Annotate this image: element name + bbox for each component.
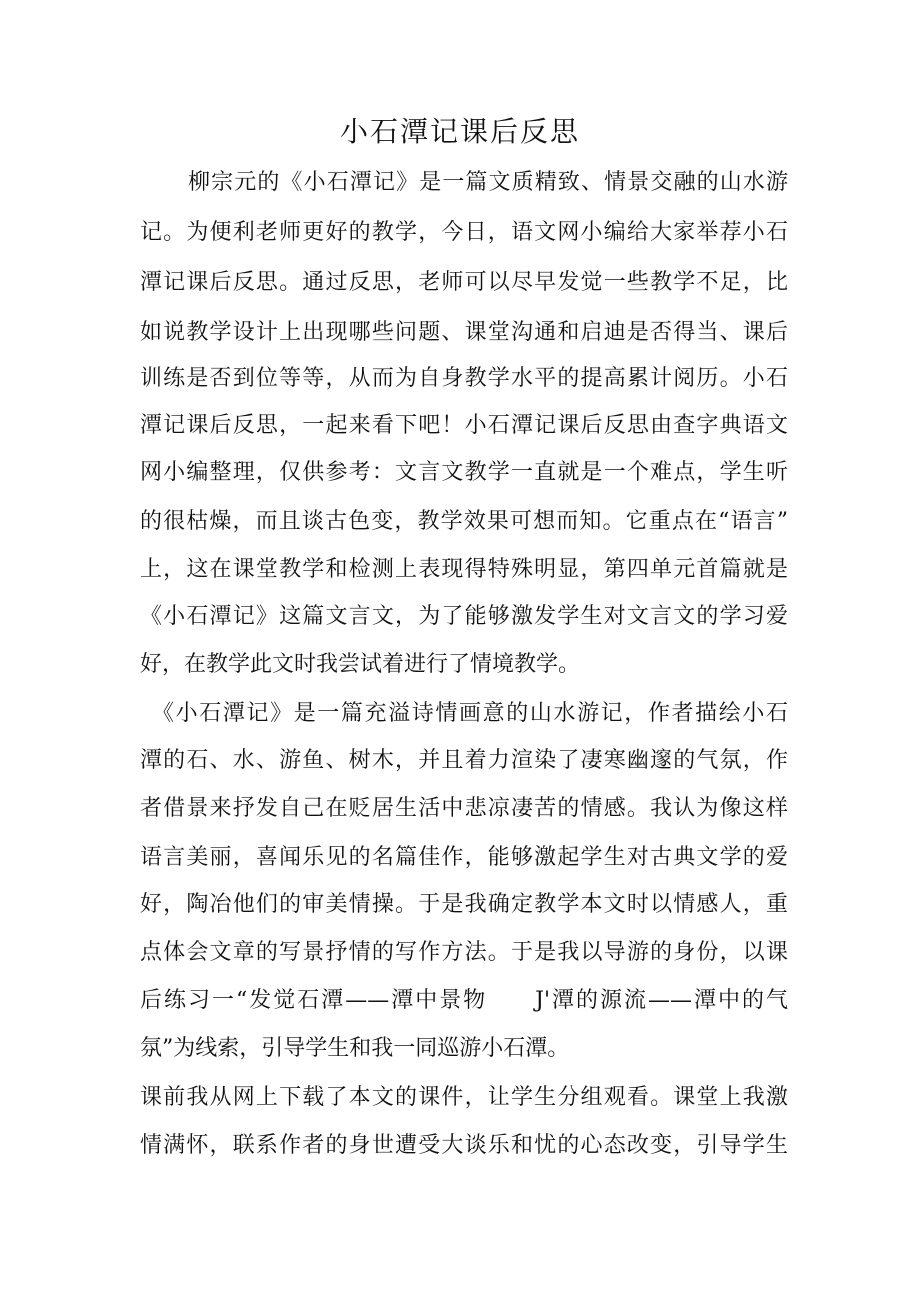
paragraph-line: 后练习一“发觉石潭——潭中景物 J'潭的源流——潭中的气 <box>140 988 788 1013</box>
paragraph-line: 上，这在课堂教学和检测上表现得特殊明显，第四单元首篇就是 <box>140 557 788 582</box>
paragraph-line: 的很枯燥，而且谈古色变，教学效果可想而知。它重点在“语言” <box>140 509 788 534</box>
paragraph-line: 情满怀，联系作者的身世遭受大谈乐和忧的心态改变，引导学生 <box>140 1133 788 1158</box>
paragraph-line: 氛”为线索，引导学生和我一同巡游小石潭。 <box>140 1036 570 1061</box>
paragraph-line: 《小石潭记》这篇文言文，为了能够激发学生对文言文的学习爱 <box>140 604 788 629</box>
paragraph-line: 记。为便利老师更好的教学，今日，语文网小编给大家举荐小石 <box>140 220 788 245</box>
paragraph-line: 者借景来抒发自己在贬居生活中悲凉凄苦的情感。我认为像这样 <box>140 796 788 821</box>
paragraph-line: 潭记课后反思。通过反思，老师可以尽早发觉一些教学不足，比 <box>140 270 788 295</box>
paragraph-line: 网小编整理，仅供参考：文言文教学一直就是一个难点，学生听 <box>140 460 788 485</box>
paragraph-line: 训练是否到位等等，从而为自身教学水平的提高累计阅历。小石 <box>140 366 788 391</box>
paragraph-line: 课前我从网上下载了本文的课件，让学生分组观看。课堂上我激 <box>140 1085 788 1110</box>
paragraph-line: 潭的石、水、游鱼、树木，并且着力渲染了凄寒幽邃的气氛，作 <box>140 748 788 773</box>
paragraph-line: 好，陶冶他们的审美情操。于是我确定教学本文时以情感人，重 <box>140 892 788 917</box>
paragraph-line: 如说教学设计上出现哪些问题、课堂沟通和启迪是否得当、课后 <box>140 320 788 345</box>
document-title: 小石潭记课后反思 <box>339 115 580 148</box>
paragraph-line: 《小石潭记》是一篇充溢诗情画意的山水游记，作者描绘小石 <box>152 701 788 726</box>
paragraph-line: 好，在教学此文时我尝试着进行了情境教学。 <box>140 652 581 677</box>
paragraph-line: 潭记课后反思，一起来看下吧！小石潭记课后反思由查字典语文 <box>140 413 788 438</box>
paragraph-line: 点体会文章的写景抒情的写作方法。于是我以导游的身份，以课 <box>140 940 788 965</box>
paragraph-line: 柳宗元的《小石潭记》是一篇文质精致、情景交融的山水游 <box>188 170 788 195</box>
paragraph-line: 语言美丽，喜闻乐见的名篇佳作，能够激起学生对古典文学的爱 <box>140 845 788 870</box>
